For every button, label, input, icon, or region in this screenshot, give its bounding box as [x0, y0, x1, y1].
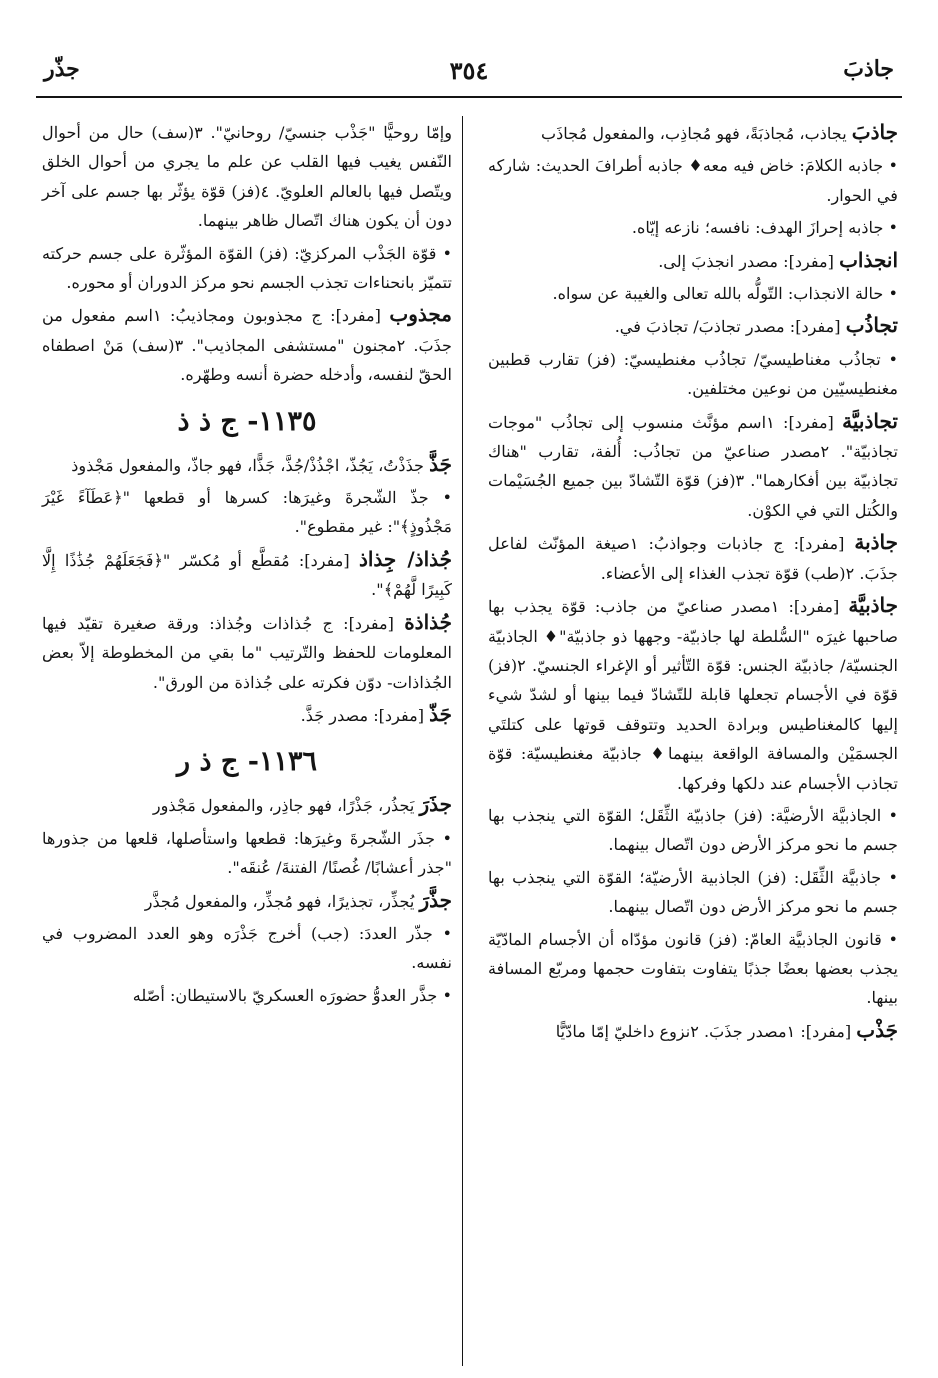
entry-sense: [42, 919, 452, 978]
entry-text: [مفرد]: ١اسم مؤنَّث منسوب إلى تجاذُب "موجات تجاذبيّة". ٢مصدر صناعيّ من تجاذُب: أُلفة، تقارب "هناك تجاذبيّة بين أفكارهما". ٣(فز) قوّة التّشادّ بين جميع الجُسَيْمات والكُتل التي في الكوْن.: [488, 412, 899, 520]
entry-text: • قوّة الجَذْب المركزيّ: (فز) القوّة المؤثّرة على جسم حركته تتميّز بانحناءات تجذب الجسم نحو مركز الدوران أو محوره.: [42, 243, 452, 293]
entry-sense: [42, 118, 452, 236]
dictionary-entry: [488, 528, 898, 588]
entry-text: [مفرد]: ١مصدر جذَبَ. ٢نزوع داخليّ إمّا مادّيًّا: [555, 1021, 857, 1041]
headword: تجاذبيَّة: [842, 408, 898, 433]
entry-text: • جاذبيَّة الثِّقَل: (فز) الجاذبية الأرضيّة؛ القوّة التي ينجذب بها جسم ما نحو مركز الأرض دون اتّصال بينهما.: [488, 867, 898, 917]
headword: مجذوب: [389, 302, 452, 327]
entry-text: [مفرد]: ج جُذاذات وجُذاذ: ورقة صغيرة تقيّد فيها المعلومات للحفظ والتّرتيب "ما بقي من المخطوطة إلاّ بعض الجُذاذات- دوّن فكرته على جُذاذة من الورق".: [42, 613, 452, 692]
dictionary-entry: [42, 450, 452, 480]
headword: جُذاذة: [404, 609, 452, 634]
entry-sense: [42, 824, 452, 883]
dictionary-entry: [488, 591, 898, 798]
dictionary-entry: [42, 886, 452, 916]
entry-text: [مفرد]: ج مجذوبون ومجاذيبُ: ١اسم مفعول من جذَبَ. ٢مجنون "مستشفى المجاذيب". ٣(سف) مَنْ اصطفاه الحقّ لنفسه، وأدخله حضرة أنسه وطهّره.: [42, 306, 453, 385]
headword: تجاذُب: [845, 313, 898, 338]
entry-text: [مفرد]: مُقطَّع أو مُكسّر "﴿فَجَعَلَهُمْ جُذَٰذًا إِلَّا كَبِيرًا لَّهُمْ﴾".: [42, 550, 452, 600]
headword: جَذَّ: [429, 451, 452, 476]
headword: جُذاذ/ جِذاذ: [358, 546, 452, 571]
headword: جاذبة: [854, 530, 898, 555]
root-heading: ١١٣٦- ج ذ ر: [177, 746, 317, 778]
entry-sense: [42, 239, 452, 298]
entry-text: [مفرد]: مصدر جَذَّ.: [300, 705, 430, 725]
entry-text: • جاذبه الكلامَ: خاض فيه معه♦ جاذبه أطرافَ الحديث: شاركه في الحوار.: [488, 156, 898, 205]
entry-text: • جذَر الشّجرةَ وغيرَها: قطعها واستأصلها، قلعها من جذورها "جذر أعشابًا/ غُصنًا/ الفتنةَ/ عُنقَه".: [42, 828, 452, 878]
entry-text: • جذّ الشّجرةَ وغيرَها: كسرها أو قطعها "﴿عَطَآءً غَيْرَ مَجْذُوذٍ﴾": غير مقطوع".: [42, 488, 452, 537]
dictionary-entry: [488, 407, 898, 526]
entry-text: يَجذُر، جَذْرًا، فهو جاذِر، والمفعول مَجْذور: [152, 796, 420, 816]
entry-text: [مفرد]: ج جاذبات وجواذبُ: ١صيغة المؤنّث لفاعل جذَبَ. ٢(طب) قوّة تجذب الغذاء إلى الأعضاء.: [488, 534, 898, 583]
header-first-word: جاذبَ: [843, 56, 894, 82]
dictionary-entry: [42, 545, 452, 605]
entry-text: وإمّا روحيًّا "جَذْب جنسيّ/ روحانيّ". ٣(سف) حال من أحوال النّفس يغيب فيها القلب عن علم ما يجري من أحوال الخلق ويتّصل فيها بالعالم العلويّ. ٤(فز) قوّة يؤثّر بها جسم على آخر دون أن يكون هناك اتّصال ظاهر بينهما.: [42, 123, 452, 231]
headword: جَذّ: [429, 701, 452, 726]
root-heading: ١١٣٥- ج ذ ذ: [177, 405, 317, 437]
entry-text: • جاذبه إحرازَ الهدف: نافسه؛ نازعه إيّاه.: [631, 218, 898, 238]
dictionary-entry: [488, 311, 898, 341]
entry-text: • قانون الجاذبيَّة العامّ: (فز) قانون مؤدّاه أن الأجسام المادّيّة يجذب بعضها بعضًا جذبًا يتفاوت بتفاوت حجمها ومربّع المسافة بينها.: [488, 929, 898, 1008]
headword: انجذاب: [839, 247, 898, 272]
dictionary-entry: [42, 608, 452, 697]
entry-sense: [488, 801, 898, 860]
headword: جَذْب: [856, 1017, 898, 1042]
entry-sense: [488, 863, 898, 922]
entry-text: • حالة الانجذاب: التّولُّه بالله تعالى والغيبة عن سواه.: [552, 284, 898, 304]
dictionary-entry: [488, 118, 898, 148]
entry-text: • جذّر العددَ: (جب) أخرج جَذْرَه وهو العدد المضروب في نفسه.: [42, 923, 452, 973]
headword: جذَّرَ: [419, 887, 452, 912]
entry-text: يُجذِّر، تجذيرًا، فهو مُجذِّر، والمفعول مُجذَّر: [144, 891, 420, 911]
dictionary-entry: [42, 790, 452, 820]
entry-text: [مفرد]: مصدر انجذبَ إلى.: [658, 251, 840, 271]
entry-text: • تجاذُب مغناطيسيّ/ تجاذُب مغنطيسيّ: (فز) تقارب قطبين مغنطيسيّين من نوعين مختلفين.: [488, 349, 898, 399]
dictionary-entry: [42, 700, 452, 730]
left-column: [42, 118, 452, 1013]
entry-sense: [42, 483, 452, 542]
column-divider: [462, 116, 463, 1366]
headword: جاذبيَّة: [848, 593, 898, 618]
entry-text: يجاذب، مُجاذبَةً، فهو مُجاذِب، والمفعول مُجاذَب: [540, 124, 852, 143]
entry-text: • جذَّر العدوُّ حضورَه العسكريّ بالاستيطان: أصّله: [132, 985, 452, 1005]
entry-sense: [488, 925, 898, 1013]
entry-sense: [42, 981, 452, 1010]
entry-text: [مفرد]: ١مصدر صناعيّ من جاذب: قوّة يجذب بها صاحبها غيرَه "السُّلطة لها جاذبيّة- وجهها ذو جاذبيّة"♦ الجاذبيّة الجنسيّة/ جاذبيّة الجنس: قوّة التّأثير أو الإغراء الجنسيّ. ٢(فز) قوّة في الأجسام تجعلها قابلة للتّشادّ فيما بينها أو لشدّ شيء إليها كالمغناطيس وبرادة الحديد وتتوقف قوتها على كتلتَي الجسمَيْن والمسافة الواقعة بينهما♦ جاذبيّة مغنطيسيّة: قوّة تجاذب الأجسام عند دلكها وفركها.: [488, 597, 898, 793]
header-last-word: جذّر: [44, 56, 80, 82]
right-column: [488, 118, 898, 1049]
entry-sense: [488, 151, 898, 210]
dictionary-entry: [488, 1016, 898, 1046]
dictionary-entry: [42, 300, 452, 389]
entry-text: جذَذْتُ، يَجُذّ، اجْذُذْ/جُذَّ، جَذًّا، فهو جاذّ، والمفعول مَجْذوذ: [71, 455, 430, 475]
headword: جذَرَ: [419, 792, 452, 817]
page-header: [36, 52, 902, 98]
entry-sense: [488, 345, 898, 404]
headword: جاذبَ: [851, 120, 898, 144]
entry-sense: [488, 213, 898, 242]
entry-text: [مفرد]: مصدر تجاذبَ/ تجاذبَ في.: [614, 317, 846, 337]
entry-sense: [488, 279, 898, 308]
page-number: ٣٥٤: [449, 56, 489, 85]
entry-text: • الجاذبيَّة الأرضيَّة: (فز) جاذبيّة الثِّقَل؛ القوّة التي ينجذب بها جسم ما نحو مركز الأرض دون اتّصال بينهما.: [488, 805, 898, 855]
dictionary-entry: [488, 246, 898, 276]
